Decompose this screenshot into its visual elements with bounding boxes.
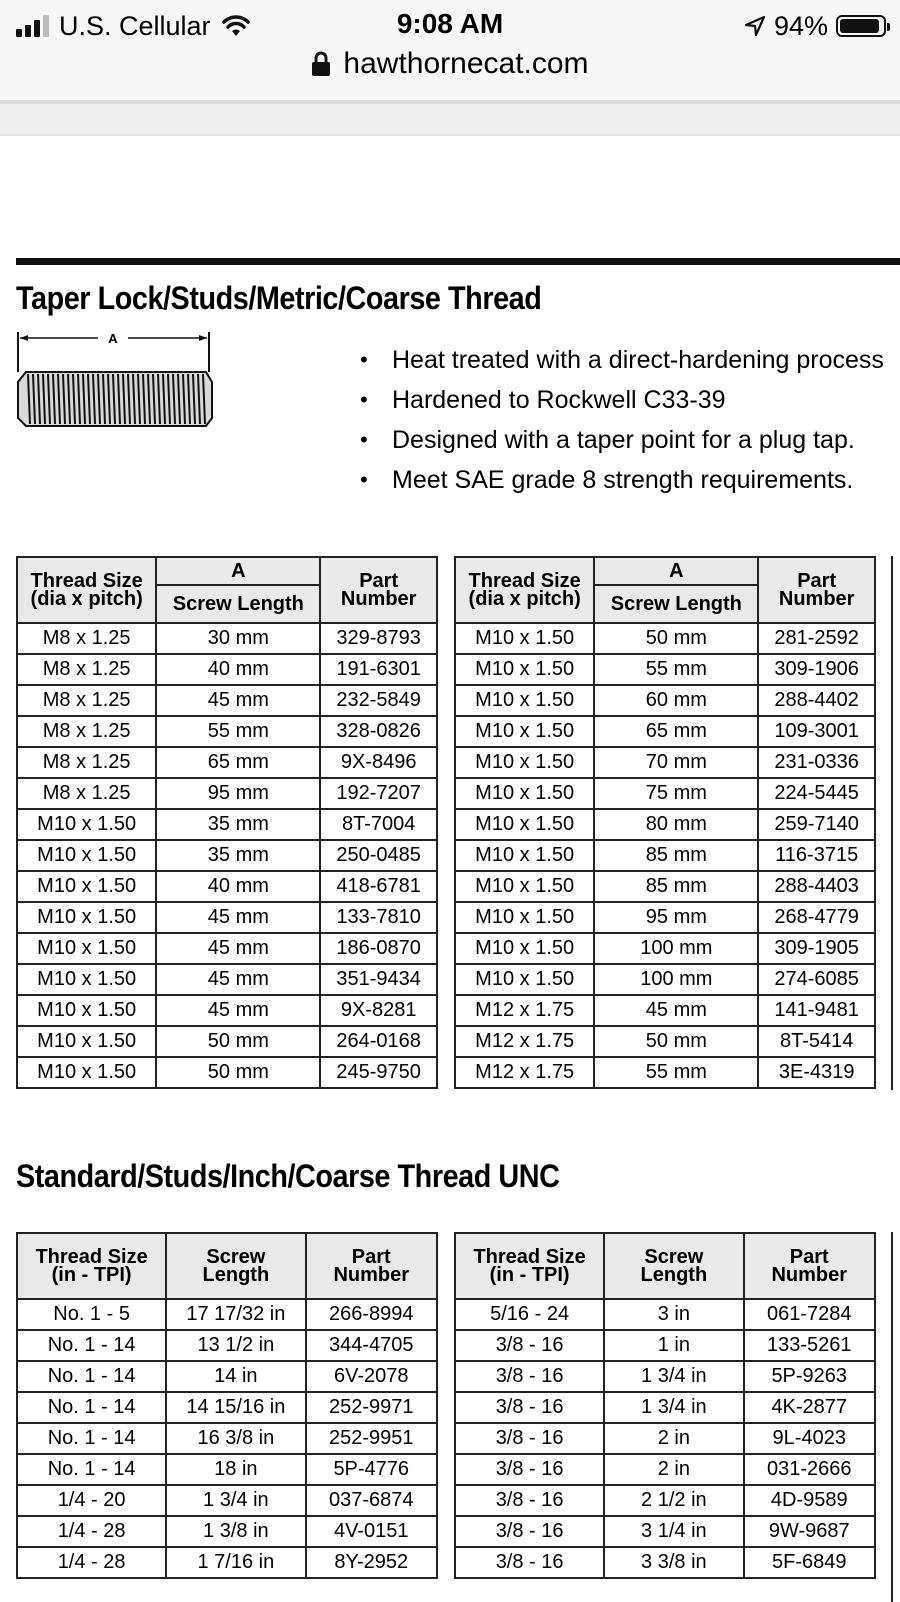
cell-screw-length: 3 in [604, 1299, 743, 1330]
table-row [455, 1392, 875, 1423]
cell-screw-length: 1 3/4 in [604, 1392, 743, 1423]
table-row [455, 1026, 875, 1057]
cell-screw-length: 16 3/8 in [166, 1423, 305, 1454]
table-row [455, 747, 875, 778]
clock: 9:08 AM [396, 8, 504, 39]
cell-part-number: 250-0485 [320, 840, 437, 871]
table-row [455, 933, 875, 964]
table-row [17, 1057, 437, 1088]
cell-part-number: 133-7810 [320, 902, 437, 933]
cell-screw-length: 85 mm [594, 871, 758, 902]
section-rule [16, 258, 900, 265]
cell-thread-size: 3/8 - 16 [455, 1485, 604, 1516]
table-row [455, 809, 875, 840]
cell-part-number: 281-2592 [758, 623, 875, 654]
cell-part-number: 344-4705 [306, 1330, 438, 1361]
url-text: hawthornecat.com [343, 47, 589, 80]
cell-screw-length: 17 17/32 in [166, 1299, 305, 1330]
header-thread-size: Thread Size (dia x pitch) [17, 557, 156, 623]
header-part-number: Part Number [744, 1233, 876, 1299]
cell-part-number: 4K-2877 [744, 1392, 876, 1423]
cell-screw-length: 1 3/4 in [166, 1485, 305, 1516]
cell-screw-length: 1 3/4 in [604, 1361, 743, 1392]
metric-table-left [16, 556, 438, 1089]
table-row [17, 1516, 437, 1547]
cell-thread-size: 3/8 - 16 [455, 1330, 604, 1361]
cell-part-number: 109-3001 [758, 716, 875, 747]
cell-screw-length: 35 mm [156, 809, 320, 840]
cell-part-number: 4D-9589 [744, 1485, 876, 1516]
cell-thread-size: M10 x 1.50 [17, 933, 156, 964]
header-a: A [156, 557, 320, 585]
cell-thread-size: M10 x 1.50 [455, 623, 594, 654]
table-row [17, 716, 437, 747]
cell-screw-length: 3 3/8 in [604, 1547, 743, 1578]
cell-screw-length: 85 mm [594, 840, 758, 871]
cell-part-number: 309-1906 [758, 654, 875, 685]
cell-thread-size: M8 x 1.25 [17, 654, 156, 685]
cell-screw-length: 95 mm [156, 778, 320, 809]
battery-status [744, 8, 886, 44]
cell-screw-length: 50 mm [156, 1026, 320, 1057]
cell-thread-size: 1/4 - 28 [17, 1516, 166, 1547]
cell-part-number: 8Y-2952 [306, 1547, 438, 1578]
cell-part-number: 268-4779 [758, 902, 875, 933]
table-row [17, 1392, 437, 1423]
table-row [17, 1454, 437, 1485]
table-row [17, 933, 437, 964]
cell-screw-length: 2 in [604, 1454, 743, 1485]
cell-thread-size: 1/4 - 28 [17, 1547, 166, 1578]
cell-thread-size: M12 x 1.75 [455, 1026, 594, 1057]
cell-part-number: 191-6301 [320, 654, 437, 685]
cell-screw-length: 30 mm [156, 623, 320, 654]
location-arrow-icon [744, 15, 766, 37]
cell-thread-size: M10 x 1.50 [455, 902, 594, 933]
header-thread-size: Thread Size (in - TPI) [17, 1233, 166, 1299]
cell-part-number: 418-6781 [320, 871, 437, 902]
table-row [455, 1454, 875, 1485]
table-row [455, 1057, 875, 1088]
table-row [17, 1330, 437, 1361]
cell-screw-length: 50 mm [156, 1057, 320, 1088]
table-row [17, 809, 437, 840]
cell-screw-length: 3 1/4 in [604, 1516, 743, 1547]
cell-thread-size: M10 x 1.50 [17, 1026, 156, 1057]
carrier-name: U.S. Cellular [59, 10, 211, 41]
header-screw-length: Screw Length [604, 1233, 743, 1299]
cell-thread-size: M10 x 1.50 [17, 871, 156, 902]
cell-screw-length: 70 mm [594, 747, 758, 778]
cell-part-number: 8T-7004 [320, 809, 437, 840]
cell-part-number: 329-8793 [320, 623, 437, 654]
cell-screw-length: 13 1/2 in [166, 1330, 305, 1361]
cell-thread-size: M10 x 1.50 [455, 809, 594, 840]
cell-thread-size: M8 x 1.25 [17, 778, 156, 809]
cell-thread-size: M10 x 1.50 [455, 964, 594, 995]
table-row [455, 1299, 875, 1330]
table-row [17, 840, 437, 871]
cell-part-number: 224-5445 [758, 778, 875, 809]
cell-part-number: 9X-8496 [320, 747, 437, 778]
cell-part-number: 037-6874 [306, 1485, 438, 1516]
header-part-number: Part Number [320, 557, 437, 623]
table-row [17, 902, 437, 933]
cell-screw-length: 1 7/16 in [166, 1547, 305, 1578]
dimension-label: A [108, 332, 118, 346]
cell-screw-length: 65 mm [594, 716, 758, 747]
status-bar [0, 0, 900, 100]
cell-thread-size: 3/8 - 16 [455, 1423, 604, 1454]
table-row [455, 964, 875, 995]
cropped-table-edge [891, 1232, 900, 1602]
toolbar-strip [0, 104, 900, 136]
cell-thread-size: M8 x 1.25 [17, 716, 156, 747]
cell-screw-length: 65 mm [156, 747, 320, 778]
cell-thread-size: M10 x 1.50 [455, 685, 594, 716]
feature-item: • Hardened to Rockwell C33-39 [360, 380, 884, 420]
table-row [17, 871, 437, 902]
table-row [455, 902, 875, 933]
table-row [17, 964, 437, 995]
table-row [455, 840, 875, 871]
table-row [455, 623, 875, 654]
cell-thread-size: No. 1 - 5 [17, 1299, 166, 1330]
cell-thread-size: 3/8 - 16 [455, 1516, 604, 1547]
table-row [17, 623, 437, 654]
cell-screw-length: 2 in [604, 1423, 743, 1454]
cell-part-number: 9W-9687 [744, 1516, 876, 1547]
table-row [455, 871, 875, 902]
cell-thread-size: 1/4 - 20 [17, 1485, 166, 1516]
cell-thread-size: M10 x 1.50 [17, 902, 156, 933]
cell-thread-size: M10 x 1.50 [455, 747, 594, 778]
unc-table-left [16, 1232, 438, 1579]
table-row [455, 995, 875, 1026]
cell-thread-size: No. 1 - 14 [17, 1423, 166, 1454]
cell-thread-size: No. 1 - 14 [17, 1361, 166, 1392]
battery-percent: 94% [773, 10, 828, 41]
cell-part-number: 259-7140 [758, 809, 875, 840]
cell-screw-length: 45 mm [156, 995, 320, 1026]
lock-icon [311, 51, 331, 77]
header-screw-length: Screw Length [166, 1233, 305, 1299]
table-row [455, 685, 875, 716]
cell-thread-size: M8 x 1.25 [17, 623, 156, 654]
cell-screw-length: 55 mm [594, 1057, 758, 1088]
header-part-number: Part Number [758, 557, 875, 623]
table-row [455, 654, 875, 685]
cell-thread-size: M8 x 1.25 [17, 685, 156, 716]
cell-part-number: 288-4402 [758, 685, 875, 716]
feature-item: • Heat treated with a direct-hardening process [360, 340, 884, 380]
cell-part-number: 264-0168 [320, 1026, 437, 1057]
cell-screw-length: 2 1/2 in [604, 1485, 743, 1516]
cell-screw-length: 14 15/16 in [166, 1392, 305, 1423]
cell-thread-size: M10 x 1.50 [455, 654, 594, 685]
cell-part-number: 186-0870 [320, 933, 437, 964]
cell-thread-size: 3/8 - 16 [455, 1361, 604, 1392]
cell-screw-length: 45 mm [156, 933, 320, 964]
table-row [17, 995, 437, 1026]
feature-item: • Designed with a taper point for a plug tap. [360, 420, 884, 460]
cell-part-number: 5P-9263 [744, 1361, 876, 1392]
cell-screw-length: 40 mm [156, 654, 320, 685]
battery-icon [836, 15, 886, 37]
header-part-number: Part Number [306, 1233, 438, 1299]
table-row [455, 1485, 875, 1516]
table-row [17, 685, 437, 716]
cell-thread-size: M10 x 1.50 [17, 1057, 156, 1088]
cell-thread-size: 3/8 - 16 [455, 1454, 604, 1485]
cell-part-number: 274-6085 [758, 964, 875, 995]
cell-part-number: 245-9750 [320, 1057, 437, 1088]
section-title-unc: Standard/Studs/Inch/Coarse Thread UNC [16, 1158, 560, 1194]
cell-thread-size: M10 x 1.50 [17, 840, 156, 871]
cell-part-number: 232-5849 [320, 685, 437, 716]
stud-diagram [16, 332, 216, 442]
cell-thread-size: M10 x 1.50 [455, 778, 594, 809]
cell-part-number: 116-3715 [758, 840, 875, 871]
cell-screw-length: 45 mm [156, 685, 320, 716]
table-row [17, 1026, 437, 1057]
header-screw-length: Screw Length [594, 585, 758, 623]
cell-screw-length: 100 mm [594, 964, 758, 995]
cell-thread-size: M8 x 1.25 [17, 747, 156, 778]
cell-thread-size: M12 x 1.75 [455, 995, 594, 1026]
table-row [455, 1361, 875, 1392]
table-row [17, 1485, 437, 1516]
cell-part-number: 133-5261 [744, 1330, 876, 1361]
cell-screw-length: 55 mm [594, 654, 758, 685]
metric-table-right [454, 556, 876, 1089]
address-bar[interactable] [0, 44, 900, 84]
cell-screw-length: 100 mm [594, 933, 758, 964]
table-row [17, 1361, 437, 1392]
cell-screw-length: 1 in [604, 1330, 743, 1361]
cell-screw-length: 50 mm [594, 623, 758, 654]
cell-screw-length: 18 in [166, 1454, 305, 1485]
cropped-table-edge [891, 556, 900, 1090]
cell-part-number: 252-9971 [306, 1392, 438, 1423]
table-row [455, 1423, 875, 1454]
cell-part-number: 5F-6849 [744, 1547, 876, 1578]
cell-screw-length: 60 mm [594, 685, 758, 716]
cell-screw-length: 14 in [166, 1361, 305, 1392]
cell-thread-size: 3/8 - 16 [455, 1547, 604, 1578]
table-row [17, 747, 437, 778]
cell-part-number: 9L-4023 [744, 1423, 876, 1454]
cell-screw-length: 75 mm [594, 778, 758, 809]
cell-screw-length: 50 mm [594, 1026, 758, 1057]
cell-screw-length: 80 mm [594, 809, 758, 840]
cell-thread-size: 5/16 - 24 [455, 1299, 604, 1330]
table-row [455, 778, 875, 809]
cell-part-number: 9X-8281 [320, 995, 437, 1026]
cell-screw-length: 45 mm [594, 995, 758, 1026]
table-row [17, 654, 437, 685]
cell-part-number: 061-7284 [744, 1299, 876, 1330]
cell-thread-size: M10 x 1.50 [17, 964, 156, 995]
cell-part-number: 6V-2078 [306, 1361, 438, 1392]
table-row [17, 1299, 437, 1330]
cell-part-number: 141-9481 [758, 995, 875, 1026]
cell-part-number: 328-0826 [320, 716, 437, 747]
cell-thread-size: M10 x 1.50 [17, 809, 156, 840]
table-row [455, 1547, 875, 1578]
cell-part-number: 288-4403 [758, 871, 875, 902]
feature-list [360, 340, 884, 500]
cell-thread-size: M10 x 1.50 [17, 995, 156, 1026]
cell-part-number: 8T-5414 [758, 1026, 875, 1057]
cell-part-number: 231-0336 [758, 747, 875, 778]
cell-thread-size: No. 1 - 14 [17, 1330, 166, 1361]
cell-thread-size: M10 x 1.50 [455, 716, 594, 747]
cell-part-number: 031-2666 [744, 1454, 876, 1485]
cell-thread-size: M10 x 1.50 [455, 840, 594, 871]
cell-thread-size: 3/8 - 16 [455, 1392, 604, 1423]
cell-thread-size: M12 x 1.75 [455, 1057, 594, 1088]
table-row [17, 1423, 437, 1454]
cell-thread-size: No. 1 - 14 [17, 1392, 166, 1423]
unc-table-right [454, 1232, 876, 1579]
cell-thread-size: M10 x 1.50 [455, 871, 594, 902]
cell-screw-length: 55 mm [156, 716, 320, 747]
cell-part-number: 252-9951 [306, 1423, 438, 1454]
cell-thread-size: No. 1 - 14 [17, 1454, 166, 1485]
header-thread-size: Thread Size (in - TPI) [455, 1233, 604, 1299]
feature-item: • Meet SAE grade 8 strength requirements. [360, 460, 884, 500]
cell-part-number: 3E-4319 [758, 1057, 875, 1088]
cell-part-number: 192-7207 [320, 778, 437, 809]
cell-screw-length: 45 mm [156, 902, 320, 933]
header-a: A [594, 557, 758, 585]
table-row [455, 1330, 875, 1361]
cell-thread-size: M10 x 1.50 [455, 933, 594, 964]
table-row [17, 1547, 437, 1578]
cell-screw-length: 1 3/8 in [166, 1516, 305, 1547]
cell-screw-length: 45 mm [156, 964, 320, 995]
header-screw-length: Screw Length [156, 585, 320, 623]
table-row [455, 1516, 875, 1547]
cell-screw-length: 40 mm [156, 871, 320, 902]
header-thread-size: Thread Size (dia x pitch) [455, 557, 594, 623]
cell-part-number: 5P-4776 [306, 1454, 438, 1485]
cell-part-number: 4V-0151 [306, 1516, 438, 1547]
table-row [17, 778, 437, 809]
table-row [455, 716, 875, 747]
cell-part-number: 309-1905 [758, 933, 875, 964]
cell-screw-length: 35 mm [156, 840, 320, 871]
section-title-metric: Taper Lock/Studs/Metric/Coarse Thread [16, 280, 542, 316]
cell-part-number: 351-9434 [320, 964, 437, 995]
cell-part-number: 266-8994 [306, 1299, 438, 1330]
cell-screw-length: 95 mm [594, 902, 758, 933]
